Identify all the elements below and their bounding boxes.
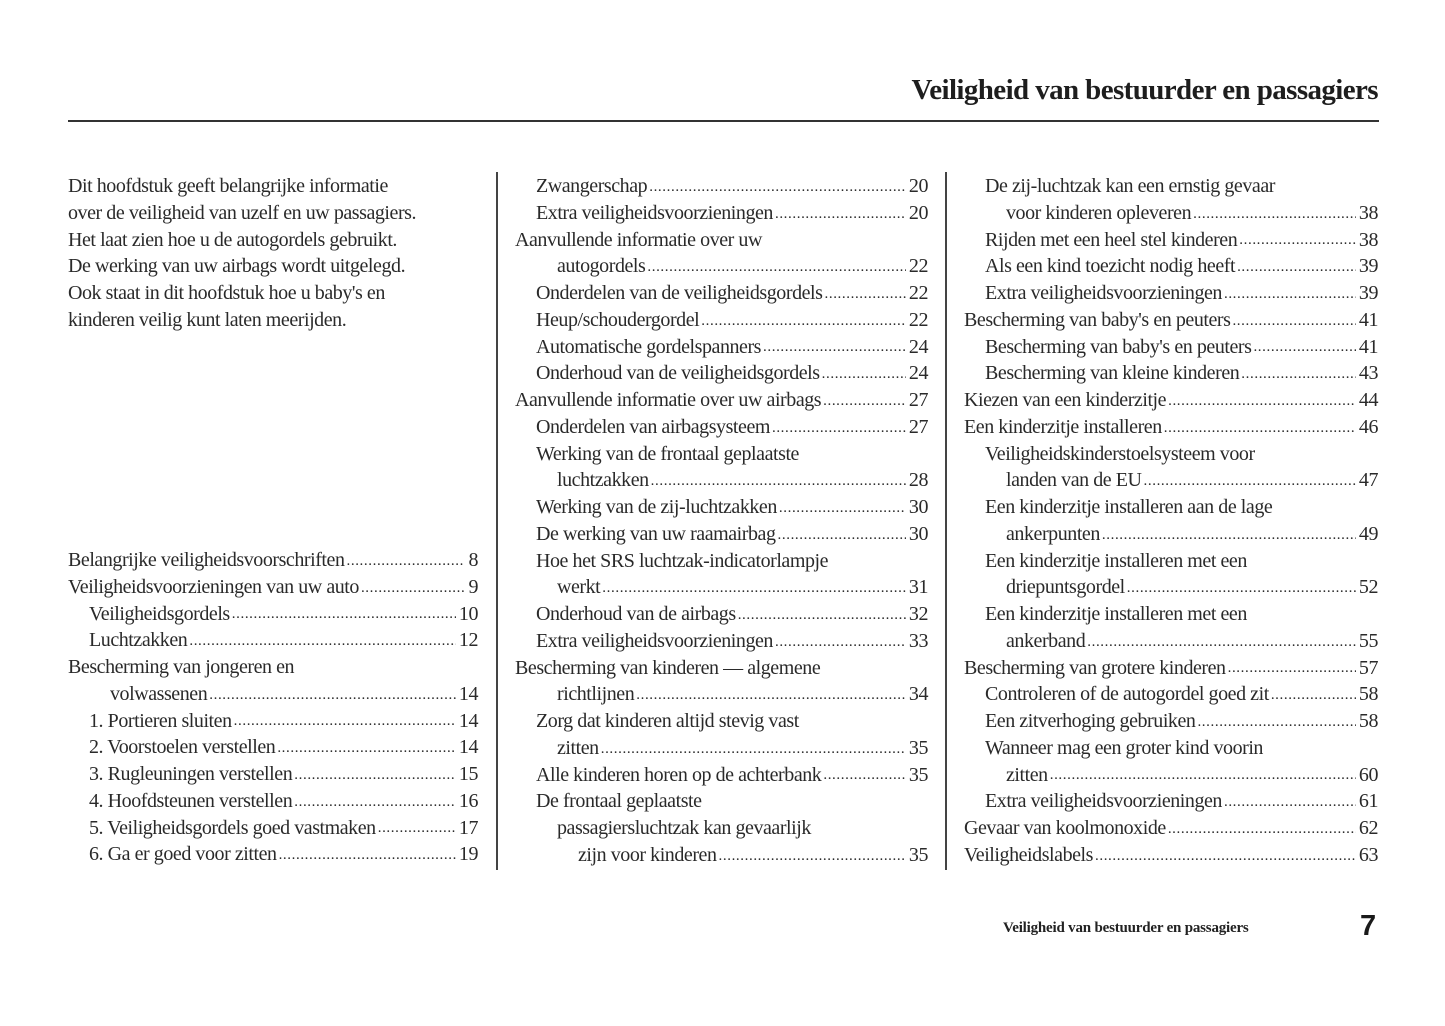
toc-entry-page: 22 [908,282,928,304]
toc-entry-title: richtlijnen [557,683,635,706]
toc-entry[interactable] [515,815,928,842]
toc-entry-title: Een kinderzitje installeren [964,415,1162,438]
toc-entry[interactable] [964,307,1378,334]
toc-entry[interactable] [68,788,478,815]
toc-entry-page: 52 [1358,576,1378,599]
toc-entry-page: 20 [908,175,928,197]
toc-entry[interactable] [515,307,928,334]
toc-entry-title: Een kinderzitje installeren aan de lage [985,496,1273,518]
toc-entry-page: 34 [908,683,928,706]
dot-leader [1237,253,1356,280]
toc-entry-page: 39 [1358,282,1378,304]
toc-entry[interactable] [515,681,928,708]
toc-entry[interactable] [964,708,1378,735]
toc-entry-title: 1. Portieren sluiten [89,709,232,732]
intro-line: Dit hoofdstuk geeft belangrijke informatie [68,175,388,197]
toc-entry[interactable] [515,735,928,762]
toc-entry[interactable] [964,334,1378,361]
toc-entry-page: 30 [908,522,928,545]
toc-entry[interactable] [964,842,1378,869]
toc-entry[interactable] [964,467,1378,494]
toc-entry-title: ankerband [1006,629,1086,652]
dot-leader [1168,815,1356,842]
dot-leader [1095,842,1356,869]
dot-leader [1050,762,1356,789]
toc-entry-title: Heup/schoudergordel [536,308,700,331]
toc-entry[interactable] [964,815,1378,842]
toc-entry[interactable] [68,734,478,761]
dot-leader [1271,681,1356,708]
dot-leader [347,547,466,574]
toc-entry[interactable] [515,788,928,815]
dot-leader [649,173,906,200]
toc-entry[interactable] [515,253,928,280]
dot-leader [1241,360,1356,387]
toc-entry-title: Bescherming van grotere kinderen [964,656,1226,679]
toc-entry[interactable] [515,762,928,789]
toc-entry[interactable] [964,227,1378,254]
toc-entry[interactable] [68,815,478,842]
toc-entry-page: 35 [908,736,928,759]
toc-entry[interactable] [68,761,478,788]
toc-entry-title: 6. Ga er goed voor zitten [89,843,277,866]
toc-entry-title: zitten [557,736,599,759]
toc-entry-page: 49 [1358,522,1378,545]
toc-entry-page: 9 [468,575,478,598]
toc-entry-page: 12 [458,629,478,652]
toc-entry[interactable] [964,360,1378,387]
dot-leader [232,601,456,628]
toc-entry[interactable] [964,200,1378,227]
toc-entry-title: autogordels [557,255,646,278]
toc-entry[interactable] [515,200,928,227]
toc-entry[interactable] [964,762,1378,789]
toc-entry-page: 41 [1358,335,1378,358]
toc-entry-title: volwassenen [110,682,208,705]
dot-leader [1168,387,1356,414]
toc-entry[interactable] [515,708,928,735]
dot-leader [772,414,906,441]
toc-entry[interactable] [964,574,1378,601]
toc-entry-page: 44 [1358,389,1378,411]
toc-entry-title: Veiligheidsgordels [89,602,230,625]
toc-entry-title: Werking van de frontaal geplaatste [536,442,799,465]
toc-entry-page: 16 [458,789,478,812]
toc-entry-title: 3. Rugleuningen verstellen [89,763,293,785]
toc-entry-title: Hoe het SRS luchtzak-indicatorlampje [536,549,829,572]
toc-entry-page: 35 [908,763,928,786]
toc-entry[interactable] [515,574,928,601]
dot-leader [1087,628,1356,655]
toc-column-3 [964,173,1378,869]
toc-entry-title: werkt [557,576,601,599]
dot-leader [738,601,906,628]
toc-entry-page: 10 [458,602,478,625]
toc-entry-title: ankerpunten [1006,522,1100,545]
dot-leader [1164,414,1356,441]
toc-entry-title: Zwangerschap [536,175,648,197]
toc-entry-title: Bescherming van kinderen — algemene [515,656,821,679]
toc-entry[interactable] [964,681,1378,708]
toc-entry-title: 5. Veiligheidsgordels goed vastmaken [89,816,376,839]
toc-entry[interactable] [964,441,1378,468]
toc-entry-page: 28 [908,469,928,492]
toc-entry[interactable] [68,681,478,708]
toc-entry-title: Bescherming van baby's en peuters [964,308,1231,331]
toc-entry-title: De zij-luchtzak kan een ernstig gevaar [985,175,1275,197]
dot-leader [701,307,906,334]
dot-leader [189,627,456,654]
toc-entry[interactable] [515,360,928,387]
toc-entry-page: 31 [908,576,928,599]
toc-entry-title: Luchtzakken [89,629,188,652]
dot-leader [1228,655,1356,682]
toc-entry[interactable] [964,387,1378,414]
intro-line: De werking van uw airbags wordt uitgelegd. [68,255,406,278]
toc-entry-page: 60 [1358,763,1378,786]
toc-entry-page: 58 [1358,683,1378,706]
header-rule [68,120,1379,122]
dot-leader [1224,280,1356,307]
dot-leader [822,360,906,387]
dot-leader [778,521,906,548]
toc-entry[interactable] [515,173,928,200]
dot-leader [602,574,906,601]
toc-entry[interactable] [964,548,1378,575]
toc-entry-title: Aanvullende informatie over uw [515,228,762,251]
toc-entry[interactable] [964,655,1378,682]
toc-entry-page: 8 [468,549,478,571]
toc-entry-title: Extra veiligheidsvoorzieningen [985,282,1222,304]
toc-entry[interactable] [515,387,928,414]
dot-leader [1224,788,1356,815]
toc-entry[interactable] [515,414,928,441]
toc-entry-title: Onderhoud van de airbags [536,603,736,625]
dot-leader [1253,334,1355,361]
toc-entry-page: 41 [1358,308,1378,331]
toc-entry[interactable] [964,628,1378,655]
intro-line: kinderen veilig kunt laten meerijden. [68,308,347,331]
dot-leader [1127,574,1356,601]
toc-entry-page: 24 [908,362,928,385]
toc-entry-page: 39 [1358,255,1378,278]
dot-leader [1197,708,1355,735]
chapter-intro [68,173,488,334]
toc-entry-page: 38 [1358,201,1378,224]
dot-leader [209,681,456,708]
toc-entry-title: voor kinderen opleveren [1006,201,1192,224]
toc-entry-title: De werking van uw raamairbag [536,522,776,545]
toc-entry[interactable] [515,441,928,468]
toc-entry-title: Onderhoud van de veiligheidsgordels [536,362,820,385]
toc-entry[interactable] [515,334,928,361]
dot-leader [601,735,906,762]
dot-leader [378,815,456,842]
dot-leader [1102,521,1356,548]
dot-leader [294,788,456,815]
toc-entry[interactable] [515,655,928,682]
toc-entry-title: Een zitverhoging gebruiken [985,710,1196,732]
toc-entry-page: 17 [458,816,478,839]
toc-entry-page: 47 [1358,469,1378,492]
toc-entry-page: 46 [1358,415,1378,438]
toc-entry-page: 27 [908,389,928,411]
dot-leader [651,467,906,494]
toc-entry[interactable] [964,521,1378,548]
toc-entry-title: Veiligheidsvoorzieningen van uw auto [68,575,359,598]
toc-entry-title: zitten [1006,763,1048,786]
page-number: 7 [1360,910,1377,942]
dot-leader [763,334,906,361]
dot-leader [779,494,906,521]
toc-entry[interactable] [515,521,928,548]
toc-entry-title: Belangrijke veiligheidsvoorschriften [68,549,345,571]
toc-entry-page: 20 [908,201,928,224]
toc-entry-title: passagiersluchtzak kan gevaarlijk [557,817,811,839]
toc-entry-title: Bescherming van baby's en peuters [985,335,1252,358]
dot-leader [1239,227,1356,254]
toc-entry[interactable] [964,601,1378,628]
column-divider [945,172,947,870]
toc-entry-page: 19 [458,843,478,866]
dot-leader [823,762,906,789]
toc-entry-title: driepuntsgordel [1006,576,1125,599]
toc-entry-title: Kiezen van een kinderzitje [964,389,1167,411]
toc-entry-page: 15 [458,763,478,785]
toc-entry-page: 55 [1358,629,1378,652]
toc-entry[interactable] [515,842,928,869]
toc-entry-title: 4. Hoofdsteunen verstellen [89,789,293,812]
toc-entry-page: 63 [1358,843,1378,866]
toc-entry-title: Controleren of de autogordel goed zit [985,683,1269,706]
toc-entry[interactable] [515,494,928,521]
toc-entry-page: 38 [1358,228,1378,251]
toc-entry[interactable] [964,173,1378,200]
toc-entry[interactable] [68,841,478,868]
toc-entry-page: 58 [1358,710,1378,732]
toc-entry[interactable] [515,548,928,575]
toc-entry[interactable] [68,627,478,654]
toc-entry-title: Gevaar van koolmonoxide [964,817,1166,839]
toc-entry[interactable] [964,280,1378,307]
toc-column-1 [68,547,478,868]
dot-leader [361,574,465,601]
toc-entry[interactable] [515,628,928,655]
toc-entry[interactable] [964,414,1378,441]
dot-leader [647,253,906,280]
toc-entry-page: 27 [908,415,928,438]
toc-entry-page: 14 [458,736,478,759]
toc-entry[interactable] [68,547,478,574]
toc-entry-page: 35 [908,843,928,866]
dot-leader [1144,467,1356,494]
toc-entry[interactable] [68,574,478,601]
toc-entry[interactable] [964,253,1378,280]
toc-entry-title: Als een kind toezicht nodig heeft [985,255,1236,278]
toc-entry-title: Automatische gordelspanners [536,335,762,358]
dot-leader [234,708,456,735]
toc-entry-title: landen van de EU [1006,469,1142,492]
intro-line: Ook staat in dit hoofdstuk hoe u baby's en [68,282,385,304]
dot-leader [719,842,906,869]
intro-line: Het laat zien hoe u de autogordels gebruikt. [68,228,397,251]
toc-entry-title: Zorg dat kinderen altijd stevig vast [536,710,799,732]
toc-entry-page: 62 [1358,817,1378,839]
dot-leader [279,841,456,868]
toc-entry-title: Rijden met een heel stel kinderen [985,228,1238,251]
toc-entry-title: 2. Voorstoelen verstellen [89,736,276,759]
toc-entry[interactable] [68,654,478,681]
toc-entry[interactable] [964,494,1378,521]
toc-entry[interactable] [68,708,478,735]
toc-entry[interactable] [515,467,928,494]
toc-entry-page: 24 [908,335,928,358]
dot-leader [775,200,906,227]
toc-entry-title: Wanneer mag een groter kind voorin [985,736,1263,759]
toc-entry-title: Bescherming van kleine kinderen [985,362,1240,385]
page-header-title: Veiligheid van bestuurder en passagiers [911,74,1378,106]
toc-entry[interactable] [964,735,1378,762]
toc-entry[interactable] [515,601,928,628]
toc-entry-title: Werking van de zij-luchtzakken [536,496,777,518]
intro-line: over de veiligheid van uzelf en uw passagiers. [68,201,417,224]
toc-entry-title: Veiligheidslabels [964,843,1093,866]
toc-entry-title: luchtzakken [557,469,649,492]
toc-entry-title: Extra veiligheidsvoorzieningen [536,201,773,224]
toc-entry-title: Extra veiligheidsvoorzieningen [536,629,773,652]
toc-entry-page: 57 [1358,656,1378,679]
toc-entry-page: 33 [908,629,928,652]
toc-entry-title: De frontaal geplaatste [536,790,702,813]
toc-entry-title: Onderdelen van airbagsysteem [536,415,770,438]
toc-entry-page: 30 [908,496,928,518]
dot-leader [775,628,906,655]
toc-entry-title: zijn voor kinderen [578,843,717,866]
toc-entry-title: Extra veiligheidsvoorzieningen [985,790,1222,813]
toc-entry-page: 32 [908,603,928,625]
toc-entry-page: 14 [458,682,478,705]
toc-entry-title: Een kinderzitje installeren met een [985,549,1247,572]
toc-entry-title: Alle kinderen horen op de achterbank [536,763,822,786]
toc-entry[interactable] [515,227,928,254]
dot-leader [277,734,456,761]
dot-leader [294,761,456,788]
toc-entry[interactable] [515,280,928,307]
toc-entry-page: 22 [908,308,928,331]
toc-entry-title: Bescherming van jongeren en [68,656,295,678]
toc-entry-title: Een kinderzitje installeren met een [985,603,1247,625]
footer-title: Veiligheid van bestuurder en passagiers [1003,920,1249,936]
toc-entry-title: Veiligheidskinderstoelsysteem voor [985,442,1255,465]
column-divider [496,172,498,870]
toc-entry-page: 61 [1358,790,1378,813]
toc-entry[interactable] [68,601,478,628]
dot-leader [823,387,906,414]
toc-entry-page: 43 [1358,362,1378,385]
toc-entry-page: 22 [908,255,928,278]
dot-leader [825,280,906,307]
dot-leader [1232,307,1355,334]
dot-leader [1193,200,1356,227]
toc-entry-page: 14 [458,709,478,732]
toc-entry-title: Onderdelen van de veiligheidsgordels [536,282,823,304]
toc-entry-title: Aanvullende informatie over uw airbags [515,389,822,411]
toc-entry[interactable] [964,788,1378,815]
dot-leader [636,681,906,708]
toc-column-2 [515,173,928,869]
